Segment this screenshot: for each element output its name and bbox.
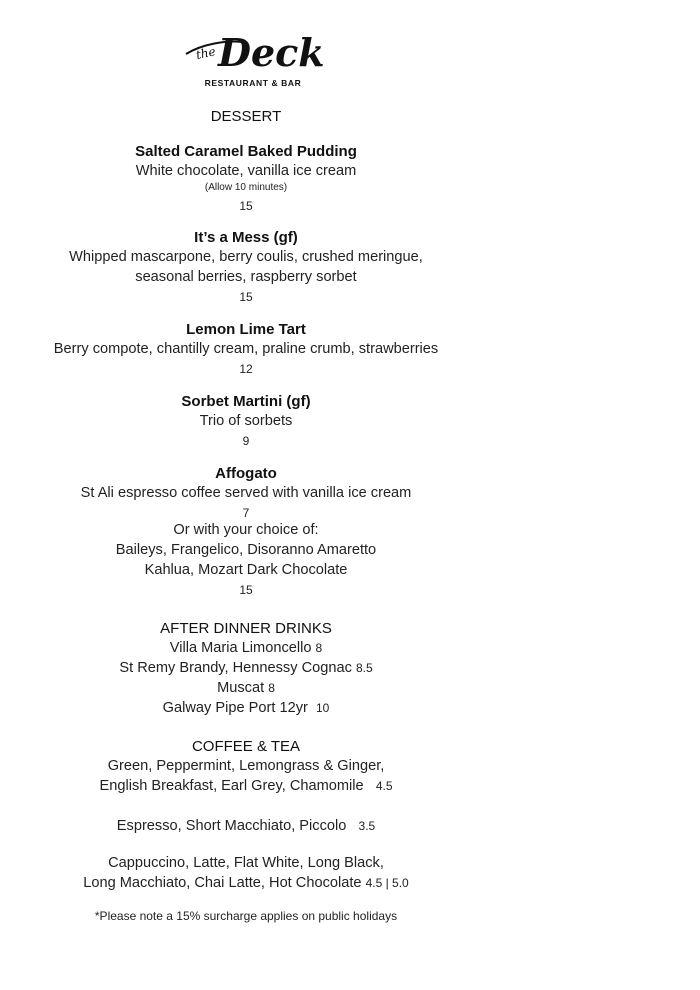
menu-item-name: Lemon Lime Tart xyxy=(186,321,306,338)
menu-item-name: Affogato xyxy=(215,465,277,482)
coffee-text: English Breakfast, Earl Grey, Chamomile xyxy=(99,778,364,794)
menu-item-name: It’s a Mess (gf) xyxy=(194,229,298,246)
drink-price: 10 xyxy=(315,701,330,715)
menu-item-name: Sorbet Martini (gf) xyxy=(181,393,311,410)
coffee-line: Green, Peppermint, Lemongrass & Ginger, xyxy=(107,758,385,774)
drink-name: Galway Pipe Port 12yr xyxy=(162,700,308,716)
coffee-text: Espresso, Short Macchiato, Piccolo xyxy=(116,818,347,834)
coffee-price: 4.5 xyxy=(375,779,393,793)
drink-item xyxy=(0,640,492,656)
coffee-price: 3.5 xyxy=(358,819,376,833)
section-title-dessert: DESSERT xyxy=(210,108,282,125)
menu-item-description: St Ali espresso coffee served with vanilla ice cream xyxy=(80,485,412,501)
drink-name: Muscat xyxy=(217,680,265,696)
section-title-coffee-tea: COFFEE & TEA xyxy=(191,738,301,755)
menu-item-description: Trio of sorbets xyxy=(199,413,293,429)
drink-name: St Remy Brandy, Hennessy Cognac xyxy=(119,660,352,676)
surcharge-note: *Please note a 15% surcharge applies on public holidays xyxy=(94,909,398,923)
menu-item-description: White chocolate, vanilla ice cream xyxy=(135,163,357,179)
drink-item xyxy=(0,660,492,676)
coffee-text: Long Macchiato, Chai Latte, Hot Chocolate xyxy=(83,875,362,891)
drink-price: 8 xyxy=(268,681,275,695)
drink-price: 8 xyxy=(315,641,323,655)
drink-price: 8.5 xyxy=(355,661,373,675)
menu-item-option-price: 15 xyxy=(239,583,253,597)
drink-item xyxy=(0,680,492,696)
brand-logo xyxy=(182,14,325,92)
menu-item-price: 7 xyxy=(242,506,250,520)
menu-item-description: Whipped mascarpone, berry coulis, crushed meringue, xyxy=(69,249,423,265)
coffee-price: 4.5 | 5.0 xyxy=(365,876,409,890)
logo-the-text: the xyxy=(194,44,217,63)
menu-item-price: 9 xyxy=(242,434,250,448)
menu-item-option: Kahlua, Mozart Dark Chocolate xyxy=(144,562,348,578)
menu-item-price: 12 xyxy=(239,362,253,376)
menu-item-option: Baileys, Frangelico, Disoranno Amaretto xyxy=(115,542,377,558)
coffee-line xyxy=(0,818,492,834)
menu-item-option-intro: Or with your choice of: xyxy=(173,522,319,538)
section-title-after-dinner: AFTER DINNER DRINKS xyxy=(160,620,332,637)
drink-name: Villa Maria Limoncello xyxy=(169,640,312,656)
menu-item-description: Berry compote, chantilly cream, praline crumb, strawberries xyxy=(53,341,439,357)
coffee-line: Cappuccino, Latte, Flat White, Long Black, xyxy=(108,855,384,871)
menu-item-price: 15 xyxy=(239,290,253,304)
drink-item xyxy=(0,700,492,716)
menu-item-note: (Allow 10 minutes) xyxy=(204,182,288,193)
coffee-line xyxy=(0,778,492,794)
menu-item-price: 15 xyxy=(239,199,253,213)
coffee-line xyxy=(0,875,492,891)
logo-deck-text: Deck xyxy=(218,30,325,75)
menu-item-name: Salted Caramel Baked Pudding xyxy=(135,143,357,160)
menu-item-description: seasonal berries, raspberry sorbet xyxy=(135,269,357,285)
logo-subtitle: RESTAURANT & BAR xyxy=(204,78,302,88)
